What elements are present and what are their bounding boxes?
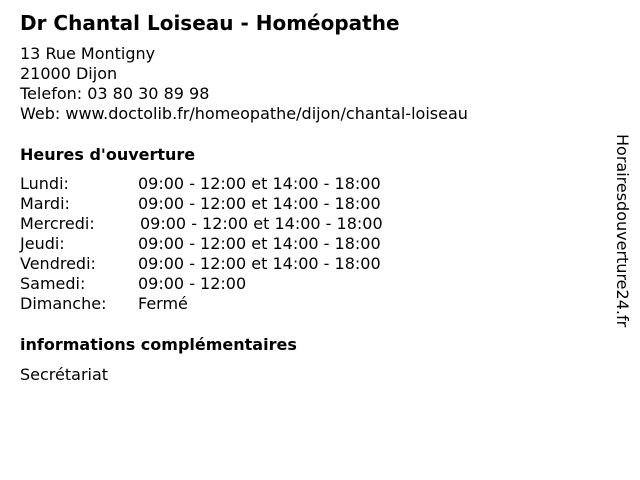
day-label: Jeudi: [20,234,65,253]
time-value: 09:00 - 12:00 et 14:00 - 18:00 [138,254,381,273]
street-address: 13 Rue Montigny [20,44,156,63]
day-label: Lundi: [20,174,69,193]
address-block [20,44,468,124]
city-address: 21000 Dijon [20,64,118,83]
day-label: Dimanche: [20,294,107,313]
opening-hours-heading: Heures d'ouverture [20,145,196,164]
additional-info-heading: informations complémentaires [20,335,297,354]
time-value: 09:00 - 12:00 et 14:00 - 18:00 [138,234,381,253]
time-value: 09:00 - 12:00 et 14:00 - 18:00 [138,194,381,213]
day-label: Mercredi: [20,214,95,233]
day-label: Vendredi: [20,254,96,273]
site-brand-text: Horairesdouverture24.fr [613,134,632,328]
time-value: 09:00 - 12:00 [138,274,247,293]
phone-number: Telefon: 03 80 30 89 98 [20,84,210,103]
time-value: 09:00 - 12:00 et 14:00 - 18:00 [138,174,381,193]
additional-info-text: Secrétariat [20,365,109,384]
day-label: Mardi: [20,194,70,213]
day-label: Samedi: [20,274,86,293]
page-title: Dr Chantal Loiseau - Homéopathe [20,11,400,35]
website-url: Web: www.doctolib.fr/homeopathe/dijon/chantal-loiseau [20,104,468,123]
time-value: 09:00 - 12:00 et 14:00 - 18:00 [140,214,383,233]
time-value: Fermé [138,294,188,313]
site-brand-watermark [612,134,632,344]
